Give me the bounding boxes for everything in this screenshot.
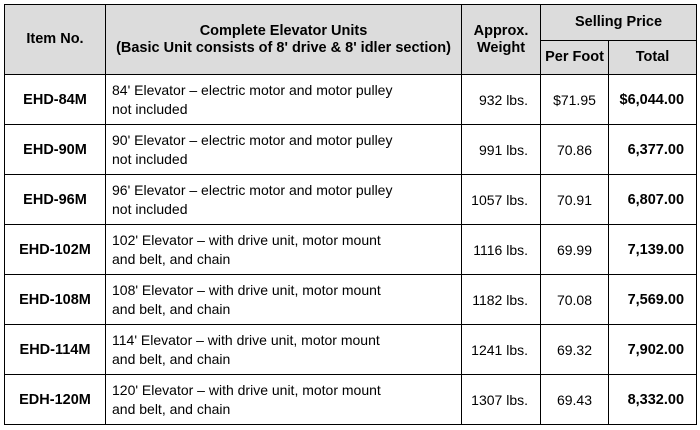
price-table <box>4 4 697 425</box>
total-cell: 7,569.00 <box>609 275 697 325</box>
weight-cell: 932 lbs. <box>462 75 541 125</box>
units-header-subtitle: (Basic Unit consists of 8' drive & 8' idler section) <box>116 39 451 56</box>
weight-cell: 1057 lbs. <box>462 175 541 225</box>
per-foot-cell: 70.91 <box>541 175 609 225</box>
weight-cell: 1307 lbs. <box>462 375 541 425</box>
total-cell: 7,902.00 <box>609 325 697 375</box>
per-foot-cell: 69.43 <box>541 375 609 425</box>
description-cell: 108' Elevator – with drive unit, motor mount and belt, and chain <box>106 275 462 325</box>
total-cell: 8,332.00 <box>609 375 697 425</box>
item-no-cell: EHD-102M <box>5 225 106 275</box>
total-cell: 6,377.00 <box>609 125 697 175</box>
per-foot-header: Per Foot <box>541 41 609 75</box>
selling-price-header: Selling Price <box>541 5 697 41</box>
item-no-cell: EHD-90M <box>5 125 106 175</box>
units-header <box>106 5 462 75</box>
table-row <box>5 75 697 125</box>
table-row <box>5 125 697 175</box>
item-no-cell: EHD-108M <box>5 275 106 325</box>
weight-cell: 1182 lbs. <box>462 275 541 325</box>
item-no-header: Item No. <box>5 5 106 75</box>
total-header: Total <box>609 41 697 75</box>
description-cell: 120' Elevator – with drive unit, motor mount and belt, and chain <box>106 375 462 425</box>
item-no-cell: EHD-114M <box>5 325 106 375</box>
description-cell: 102' Elevator – with drive unit, motor mount and belt, and chain <box>106 225 462 275</box>
table-row <box>5 225 697 275</box>
per-foot-cell: $71.95 <box>541 75 609 125</box>
weight-cell: 1241 lbs. <box>462 325 541 375</box>
item-no-cell: EHD-84M <box>5 75 106 125</box>
item-no-cell: EHD-96M <box>5 175 106 225</box>
table-row <box>5 375 697 425</box>
table-row <box>5 325 697 375</box>
total-cell: 7,139.00 <box>609 225 697 275</box>
total-cell: $6,044.00 <box>609 75 697 125</box>
description-cell: 96' Elevator – electric motor and motor pulley not included <box>106 175 462 225</box>
weight-cell: 1116 lbs. <box>462 225 541 275</box>
table-row <box>5 275 697 325</box>
description-cell: 84' Elevator – electric motor and motor pulley not included <box>106 75 462 125</box>
per-foot-cell: 69.32 <box>541 325 609 375</box>
table-row <box>5 175 697 225</box>
per-foot-cell: 70.86 <box>541 125 609 175</box>
total-cell: 6,807.00 <box>609 175 697 225</box>
description-cell: 90' Elevator – electric motor and motor pulley not included <box>106 125 462 175</box>
weight-cell: 991 lbs. <box>462 125 541 175</box>
per-foot-cell: 70.08 <box>541 275 609 325</box>
per-foot-cell: 69.99 <box>541 225 609 275</box>
item-no-cell: EDH-120M <box>5 375 106 425</box>
description-cell: 114' Elevator – with drive unit, motor mount and belt, and chain <box>106 325 462 375</box>
weight-header: Approx. Weight <box>462 5 541 75</box>
units-header-title: Complete Elevator Units <box>199 22 368 39</box>
